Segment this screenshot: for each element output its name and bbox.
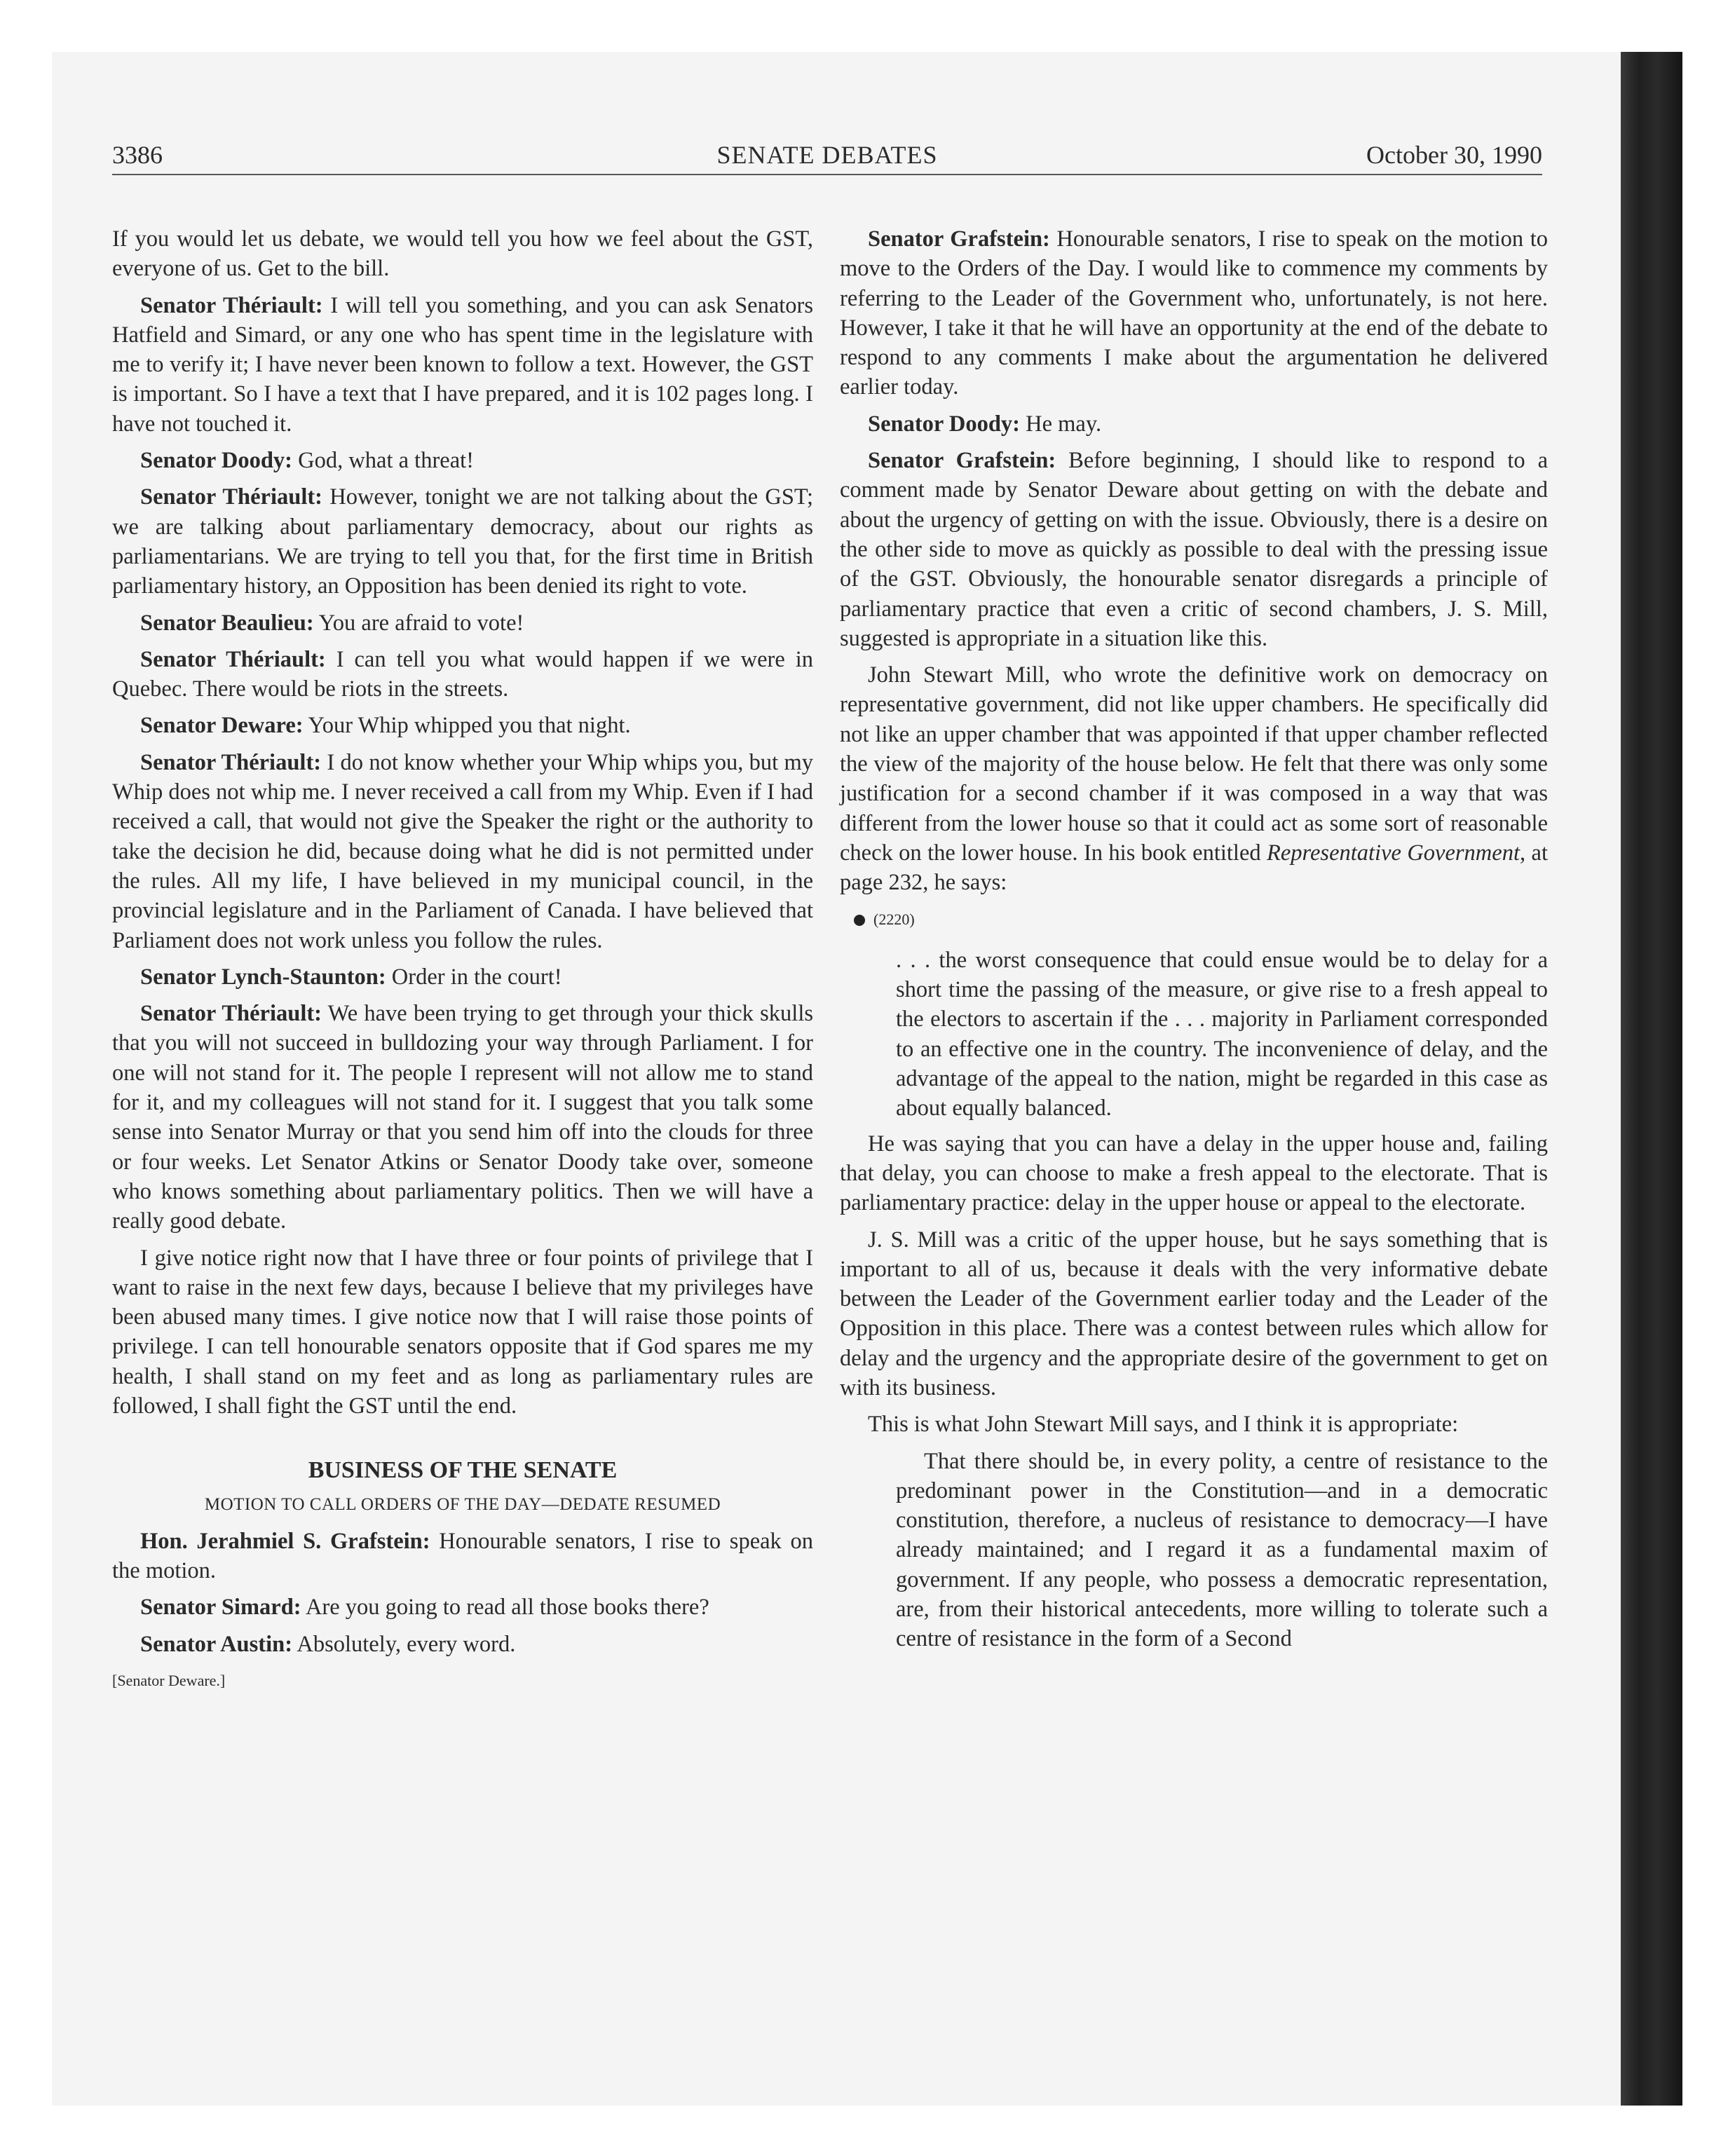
speaker-name: Senator Doody: xyxy=(140,448,292,474)
speech-text: Absolutely, every word. xyxy=(292,1631,516,1657)
speech-text: Order in the court! xyxy=(386,964,562,990)
book-title: Representative Government xyxy=(1267,840,1520,866)
speech-text: God, what a threat! xyxy=(292,448,474,474)
speaker-name: Senator Austin: xyxy=(140,1631,293,1657)
paragraph xyxy=(840,660,1548,897)
speaker-name: Senator Lynch-Staunton: xyxy=(140,964,386,990)
speaker-name: Senator Thériault: xyxy=(140,484,323,510)
speech xyxy=(112,711,813,740)
paragraph: This is what John Stewart Mill says, and I think it is appropriate: xyxy=(868,1412,1459,1438)
header-date: October 30, 1990 xyxy=(1366,141,1542,169)
page-number: 3386 xyxy=(112,141,163,169)
speaker-name: Senator Beaulieu: xyxy=(140,610,314,636)
speaker-name: Senator Thériault: xyxy=(140,749,322,775)
speech xyxy=(840,446,1548,653)
speech-text: We have been trying to get through your thick skulls that you will not succeed in bulldozing your way through Parliament. I for one will not stand for it. The people I represent will not allow me to stand for it, and my colleagues will not stand for it. I suggest that you talk some sense into Senator Murray or that you send him off into the clouds for three or four weeks. Let Senator Atkins or Senator Doody take over, someone who knows something about parliamentary politics. Then we will have a really good debate. xyxy=(112,1001,814,1234)
speech-text: However, tonight we are not talking about the GST; we are talking about parliamentary democracy, about our rights as parliamentarians. We are trying to tell you that, for the first time in British parliamentary history, an Opposition has been denied its right to vote. xyxy=(112,484,813,599)
speech xyxy=(112,482,813,601)
speech-text: Before beginning, I should like to respond to a comment made by Senator Deware about getting on with the debate and about the urgency of getting on with the issue. Obviously, there is a desire on the other side to move as quickly as possible to deal with the pressing issue of the GST. Obviously, the honourable senator disregards a principle of parliamentary practice that even a critic of second chambers, J. S. Mill, suggested is appropriate in a situation like this. xyxy=(840,448,1548,651)
paragraph-text: , at page 232, he says: xyxy=(840,840,1548,896)
paragraph: J. S. Mill was a critic of the upper house, but he says something that is important to all of us, because it deals with the very informative debate between the Leader of the Government earlier today and the Leader of the Opposition in this place. There was a contest between rules which allow for delay and the urgency and the appropriate desire of the government to get on with its business. xyxy=(840,1227,1548,1400)
speech xyxy=(112,446,813,475)
speech-text: I do not know whether your Whip whips you, but my Whip does not whip me. I never received a call from my Whip. Even if I had received a call, that would not give the Speaker the right or the authority to take the decision he did, because doing what he did is not permitted under the rules. All my life, I have believed in my municipal council, in the provincial legislature and in the Parliament of Canada. I have believed that Parliament does not work unless you follow the rules. xyxy=(112,749,813,953)
speaker-name: Hon. Jerahmiel S. Grafstein: xyxy=(140,1528,430,1554)
speech-text: He may. xyxy=(1019,411,1102,437)
speech xyxy=(112,999,813,1236)
right-column xyxy=(840,224,1548,1660)
speaker-name: Senator Thériault: xyxy=(140,1001,322,1027)
block-quote: That there should be, in every polity, a centre of resistance to the predominant power in the Constitution—and in a democratic constitution, therefore, a nucleus of resistance to democracy—I have already maintained; and I regard it as a fundamental maxim of government. If any people, who possess a democratic representation, are, from their historical antecedents, more willing to tolerate such a centre of resistance in the form of a Second xyxy=(896,1448,1548,1652)
paragraph: If you would let us debate, we would tell you how we feel about the GST, everyone of us. Get to the bill. xyxy=(112,226,813,282)
speech xyxy=(840,224,1548,402)
block-quote: . . . the worst consequence that could ensue would be to delay for a short time the passing of the measure, or give rise to a fresh appeal to the electors to ascertain if the . . . majority in Parliament corresponded to an effective one in the country. The inconvenience of delay, and the advantage of the appeal to the nation, might be regarded in this case as about equally balanced. xyxy=(896,947,1548,1121)
paragraph: He was saying that you can have a delay in the upper house and, failing that delay, you can choose to make a fresh appeal to the electorate. That is parliamentary practice: delay in the upper house or appeal to the electorate. xyxy=(840,1131,1548,1216)
time-marker xyxy=(854,905,1548,934)
speech-text: Your Whip whipped you that night. xyxy=(303,713,631,739)
speech-text: I can tell you what would happen if we were in Quebec. There would be riots in the streets. xyxy=(112,646,813,702)
left-column xyxy=(112,224,813,1696)
speech xyxy=(112,291,813,439)
speech xyxy=(112,1592,813,1622)
speech xyxy=(840,409,1548,439)
speech-text: Honourable senators, I rise to speak on the motion. xyxy=(112,1528,813,1584)
speech xyxy=(112,1630,813,1659)
time-marker-text: (2220) xyxy=(873,910,915,928)
speaker-name: Senator Grafstein: xyxy=(868,448,1056,474)
speech xyxy=(112,1527,813,1586)
page-binding-edge xyxy=(1621,52,1682,2106)
speaker-name: Senator Grafstein: xyxy=(868,226,1050,252)
header-title: SENATE DEBATES xyxy=(716,141,938,169)
speaker-name: Senator Simard: xyxy=(140,1595,301,1621)
section-subheading: MOTION TO CALL ORDERS OF THE DAY—DEDATE RESUMED xyxy=(204,1494,721,1514)
speech xyxy=(112,962,813,992)
page-header xyxy=(112,139,1542,175)
speaker-name: Senator Deware: xyxy=(140,713,304,739)
speech xyxy=(112,645,813,704)
speech xyxy=(112,608,813,638)
speech xyxy=(112,748,813,955)
bullet-icon xyxy=(854,915,865,926)
speaker-name: Senator Thériault: xyxy=(140,292,323,318)
paragraph-text: John Stewart Mill, who wrote the definitive work on democracy on representative government, did not like upper chambers. He specifically did not like an upper chamber that was appointed if that upper chamber reflected the view of the majority of the house below. He felt that there was only some justification for a second chamber if it was composed in a way that was different from the lower house so that it could act as some sort of reasonable check on the lower house. In his book entitled xyxy=(840,662,1548,866)
speech-text: I will tell you something, and you can ask Senators Hatfield and Simard, or any one who has spent time in the legislature with me to verify it; I have never been known to follow a text. However, the GST is important. So I have a text that I have prepared, and it is 102 pages long. I have not touched it. xyxy=(112,292,813,437)
speech-text: Honourable senators, I rise to speak on the motion to move to the Orders of the Day. I would like to commence my comments by referring to the Leader of the Government who, unfortunately, is not here. However, I take it that he will have an opportunity at the end of the debate to respond to any comments I make about the argumentation he delivered earlier today. xyxy=(840,226,1548,400)
speech-text: You are afraid to vote! xyxy=(313,610,524,636)
speaker-name: Senator Doody: xyxy=(868,411,1020,437)
speaker-name: Senator Thériault: xyxy=(140,646,326,672)
section-heading: BUSINESS OF THE SENATE xyxy=(308,1457,618,1484)
paragraph: I give notice right now that I have three or four points of privilege that I want to raise in the next few days, because I believe that my privileges have been abused many times. I give notice now that I will raise those points of privilege. I can tell honourable senators opposite that if God spares me my health, I shall stand on my feet and as long as parliamentary rules are followed, I shall fight the GST until the end. xyxy=(112,1245,813,1419)
speech-text: Are you going to read all those books there? xyxy=(301,1595,709,1621)
speaker-footnote: [Senator Deware.] xyxy=(112,1672,226,1690)
